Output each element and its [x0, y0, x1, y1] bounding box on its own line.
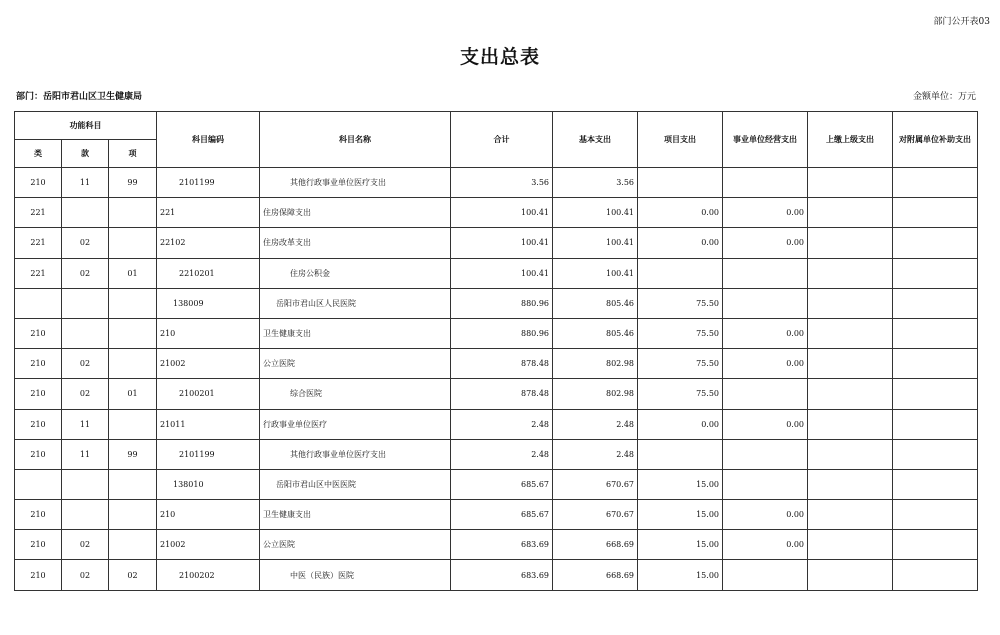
expenditure-table [14, 111, 978, 591]
subsidy-expenditure-cell [893, 198, 978, 228]
kuan-cell: 02 [62, 228, 109, 258]
department-label: 部门：岳阳市君山区卫生健康局 [16, 92, 143, 102]
subsidy-expenditure-cell [893, 349, 978, 379]
xiang-cell [109, 198, 157, 228]
page-title: 支出总表 [459, 46, 540, 68]
project-expenditure-cell: 75.50 [638, 288, 723, 318]
basic-expenditure-cell: 802.98 [553, 349, 638, 379]
xiang-cell [109, 409, 157, 439]
project-expenditure-cell: 0.00 [638, 198, 723, 228]
project-expenditure-cell [638, 439, 723, 469]
upper-level-expenditure-cell [808, 318, 893, 348]
table-number-label: 部门公开表03 [933, 17, 990, 27]
kuan-cell: 02 [62, 530, 109, 560]
project-expenditure-cell: 75.50 [638, 318, 723, 348]
business-expenditure-cell [723, 469, 808, 499]
business-expenditure-cell: 0.00 [723, 318, 808, 348]
subsidy-expenditure-cell [893, 500, 978, 530]
xiang-cell [109, 530, 157, 560]
business-expenditure-cell: 0.00 [723, 530, 808, 560]
lei-cell: 210 [15, 500, 62, 530]
subsidy-expenditure-cell [893, 560, 978, 590]
subject-code-cell: 2210201 [157, 258, 260, 288]
header-business-expenditure: 事业单位经营支出 [723, 112, 808, 168]
xiang-cell: 01 [109, 379, 157, 409]
table-row [15, 560, 978, 590]
table-row [15, 409, 978, 439]
table-row [15, 288, 978, 318]
lei-cell: 210 [15, 168, 62, 198]
header-lei: 类 [15, 140, 62, 168]
total-cell: 685.67 [451, 500, 553, 530]
table-row [15, 198, 978, 228]
header-function-subject: 功能科目 [15, 112, 157, 140]
basic-expenditure-cell: 3.56 [553, 168, 638, 198]
xiang-cell [109, 228, 157, 258]
lei-cell: 210 [15, 560, 62, 590]
business-expenditure-cell: 0.00 [723, 500, 808, 530]
upper-level-expenditure-cell [808, 530, 893, 560]
table-row [15, 530, 978, 560]
table-row [15, 500, 978, 530]
subject-name-cell: 岳阳市君山区人民医院 [260, 288, 451, 318]
project-expenditure-cell: 15.00 [638, 530, 723, 560]
subject-code-cell: 2100202 [157, 560, 260, 590]
business-expenditure-cell: 0.00 [723, 228, 808, 258]
table-row [15, 439, 978, 469]
kuan-cell: 02 [62, 379, 109, 409]
business-expenditure-cell [723, 560, 808, 590]
header-xiang: 项 [109, 140, 157, 168]
kuan-cell [62, 469, 109, 499]
business-expenditure-cell [723, 379, 808, 409]
subject-name-cell: 住房公积金 [260, 258, 451, 288]
business-expenditure-cell: 0.00 [723, 409, 808, 439]
subject-code-cell: 210 [157, 318, 260, 348]
subsidy-expenditure-cell [893, 469, 978, 499]
project-expenditure-cell: 75.50 [638, 349, 723, 379]
total-cell: 880.96 [451, 318, 553, 348]
upper-level-expenditure-cell [808, 500, 893, 530]
upper-level-expenditure-cell [808, 228, 893, 258]
header-total: 合计 [451, 112, 553, 168]
header-basic-expenditure: 基本支出 [553, 112, 638, 168]
business-expenditure-cell [723, 168, 808, 198]
xiang-cell [109, 349, 157, 379]
subsidy-expenditure-cell [893, 439, 978, 469]
business-expenditure-cell [723, 258, 808, 288]
subject-name-cell: 卫生健康支出 [260, 318, 451, 348]
header-subject-code: 科目编码 [157, 112, 260, 168]
basic-expenditure-cell: 805.46 [553, 318, 638, 348]
lei-cell [15, 288, 62, 318]
lei-cell: 210 [15, 318, 62, 348]
project-expenditure-cell [638, 168, 723, 198]
project-expenditure-cell: 0.00 [638, 409, 723, 439]
subject-code-cell: 2100201 [157, 379, 260, 409]
xiang-cell [109, 318, 157, 348]
upper-level-expenditure-cell [808, 439, 893, 469]
lei-cell: 210 [15, 530, 62, 560]
lei-cell: 221 [15, 228, 62, 258]
xiang-cell: 99 [109, 439, 157, 469]
subject-name-cell: 综合医院 [260, 379, 451, 409]
header-subject-name: 科目名称 [260, 112, 451, 168]
kuan-cell: 02 [62, 258, 109, 288]
kuan-cell: 11 [62, 409, 109, 439]
kuan-cell: 02 [62, 560, 109, 590]
upper-level-expenditure-cell [808, 288, 893, 318]
lei-cell: 210 [15, 409, 62, 439]
project-expenditure-cell [638, 258, 723, 288]
upper-level-expenditure-cell [808, 198, 893, 228]
lei-cell: 210 [15, 439, 62, 469]
basic-expenditure-cell: 668.69 [553, 530, 638, 560]
subsidy-expenditure-cell [893, 379, 978, 409]
subject-code-cell: 22102 [157, 228, 260, 258]
subject-name-cell: 住房保障支出 [260, 198, 451, 228]
subsidy-expenditure-cell [893, 409, 978, 439]
subject-code-cell: 21002 [157, 530, 260, 560]
kuan-cell [62, 198, 109, 228]
basic-expenditure-cell: 668.69 [553, 560, 638, 590]
subject-name-cell: 公立医院 [260, 530, 451, 560]
business-expenditure-cell: 0.00 [723, 198, 808, 228]
total-cell: 683.69 [451, 530, 553, 560]
subject-name-cell: 住房改革支出 [260, 228, 451, 258]
total-cell: 683.69 [451, 560, 553, 590]
business-expenditure-cell [723, 439, 808, 469]
subject-name-cell: 行政事业单位医疗 [260, 409, 451, 439]
project-expenditure-cell: 15.00 [638, 560, 723, 590]
total-cell: 880.96 [451, 288, 553, 318]
subsidy-expenditure-cell [893, 168, 978, 198]
xiang-cell [109, 469, 157, 499]
subject-code-cell: 138009 [157, 288, 260, 318]
basic-expenditure-cell: 2.48 [553, 409, 638, 439]
subject-name-cell: 公立医院 [260, 349, 451, 379]
lei-cell: 221 [15, 198, 62, 228]
xiang-cell: 01 [109, 258, 157, 288]
subject-code-cell: 221 [157, 198, 260, 228]
subsidy-expenditure-cell [893, 288, 978, 318]
subject-code-cell: 138010 [157, 469, 260, 499]
basic-expenditure-cell: 670.67 [553, 500, 638, 530]
subject-name-cell: 中医（民族）医院 [260, 560, 451, 590]
upper-level-expenditure-cell [808, 469, 893, 499]
table-row [15, 379, 978, 409]
subsidy-expenditure-cell [893, 258, 978, 288]
basic-expenditure-cell: 2.48 [553, 439, 638, 469]
kuan-cell [62, 288, 109, 318]
upper-level-expenditure-cell [808, 379, 893, 409]
total-cell: 878.48 [451, 349, 553, 379]
basic-expenditure-cell: 100.41 [553, 228, 638, 258]
subject-code-cell: 2101199 [157, 168, 260, 198]
subject-name-cell: 岳阳市君山区中医医院 [260, 469, 451, 499]
total-cell: 2.48 [451, 409, 553, 439]
total-cell: 878.48 [451, 379, 553, 409]
xiang-cell: 99 [109, 168, 157, 198]
total-cell: 685.67 [451, 469, 553, 499]
total-cell: 100.41 [451, 258, 553, 288]
subject-name-cell: 其他行政事业单位医疗支出 [260, 439, 451, 469]
kuan-cell: 11 [62, 439, 109, 469]
basic-expenditure-cell: 805.46 [553, 288, 638, 318]
business-expenditure-cell: 0.00 [723, 349, 808, 379]
header-kuan: 款 [62, 140, 109, 168]
subsidy-expenditure-cell [893, 530, 978, 560]
kuan-cell [62, 500, 109, 530]
upper-level-expenditure-cell [808, 349, 893, 379]
total-cell: 3.56 [451, 168, 553, 198]
header-upper-level-expenditure: 上缴上级支出 [808, 112, 893, 168]
subject-code-cell: 210 [157, 500, 260, 530]
header-subsidy-expenditure: 对附属单位补助支出 [893, 112, 978, 168]
lei-cell: 210 [15, 349, 62, 379]
subject-name-cell: 其他行政事业单位医疗支出 [260, 168, 451, 198]
project-expenditure-cell: 15.00 [638, 500, 723, 530]
project-expenditure-cell: 15.00 [638, 469, 723, 499]
kuan-cell [62, 318, 109, 348]
subject-code-cell: 2101199 [157, 439, 260, 469]
subsidy-expenditure-cell [893, 318, 978, 348]
upper-level-expenditure-cell [808, 258, 893, 288]
total-cell: 100.41 [451, 198, 553, 228]
table-row [15, 318, 978, 348]
header-project-expenditure: 项目支出 [638, 112, 723, 168]
amount-unit-label: 金额单位：万元 [912, 92, 976, 102]
kuan-cell: 11 [62, 168, 109, 198]
basic-expenditure-cell: 100.41 [553, 198, 638, 228]
total-cell: 100.41 [451, 228, 553, 258]
subject-code-cell: 21002 [157, 349, 260, 379]
subsidy-expenditure-cell [893, 228, 978, 258]
table-row [15, 168, 978, 198]
basic-expenditure-cell: 802.98 [553, 379, 638, 409]
upper-level-expenditure-cell [808, 560, 893, 590]
project-expenditure-cell: 0.00 [638, 228, 723, 258]
table-row [15, 349, 978, 379]
xiang-cell [109, 500, 157, 530]
table-row [15, 228, 978, 258]
xiang-cell: 02 [109, 560, 157, 590]
subject-code-cell: 21011 [157, 409, 260, 439]
table-row [15, 469, 978, 499]
upper-level-expenditure-cell [808, 168, 893, 198]
upper-level-expenditure-cell [808, 409, 893, 439]
basic-expenditure-cell: 670.67 [553, 469, 638, 499]
table-row [15, 258, 978, 288]
xiang-cell [109, 288, 157, 318]
project-expenditure-cell: 75.50 [638, 379, 723, 409]
kuan-cell: 02 [62, 349, 109, 379]
lei-cell: 210 [15, 379, 62, 409]
lei-cell: 221 [15, 258, 62, 288]
subject-name-cell: 卫生健康支出 [260, 500, 451, 530]
basic-expenditure-cell: 100.41 [553, 258, 638, 288]
total-cell: 2.48 [451, 439, 553, 469]
lei-cell [15, 469, 62, 499]
business-expenditure-cell [723, 288, 808, 318]
